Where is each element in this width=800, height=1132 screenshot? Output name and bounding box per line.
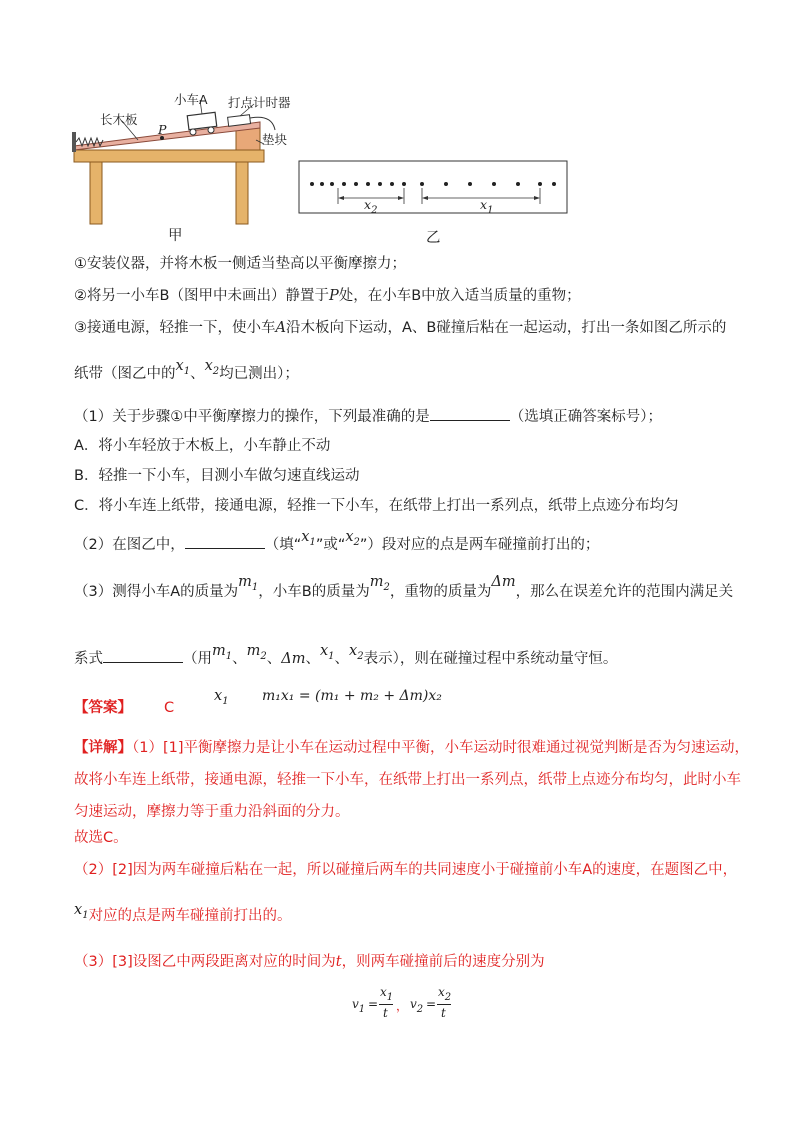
tape-label-x1: $x_1$ [480, 197, 494, 216]
question-2: （2）在图乙中， （填“$x_1$”或“$x_2$”）段对应的点是两车碰撞前打出的； [74, 529, 600, 553]
step-1: ①安装仪器，并将木板一侧适当垫高以平衡摩擦力； [74, 256, 406, 272]
eq-sign-1: = [368, 997, 379, 1011]
cart-wheel [208, 127, 214, 133]
ticker-tape-figure [298, 160, 570, 216]
step-3: ③接通电源，轻推一下，使小车A沿木板向下运动，A、B碰撞后粘在一起运动，打出一条如图乙所示的 [74, 320, 727, 336]
table-leg-right [236, 162, 248, 224]
detail-para-1d: 故选C。 [74, 830, 128, 846]
step-2: ②将另一小车B（图甲中未画出）静置于P处，在小车B中放入适当质量的重物； [74, 288, 581, 304]
label-cart-a: 小车A [174, 92, 208, 107]
wedge-block [236, 128, 260, 150]
label-point-p: P [158, 122, 167, 137]
detail-para-1b: 故将小车连上纸带，接通电源，轻推一下小车，在纸带上打出一系列点，纸带上点迹分布均匀，此时小车 [74, 772, 741, 788]
option-c: C．将小车连上纸带，接通电源，轻推一下小车，在纸带上打出一系列点，纸带上点迹分布均匀 [74, 498, 679, 514]
question-1: （1）关于步骤①中平衡摩擦力的操作，下列最准确的是 （选填正确答案标号）； [74, 406, 662, 427]
label-block: 垫块 [262, 132, 288, 147]
caption-left: 甲 [168, 228, 183, 244]
answer-label: 【答案】 [74, 700, 132, 716]
step-3-cont: 纸带（图乙中的$x_1$、$x_2$均已测出）； [74, 358, 299, 382]
detail-para-2b: $x_1$对应的点是两车碰撞前打出的。 [74, 902, 292, 924]
detail-para-1c: 匀速运动，摩擦力等于重力沿斜面的分力。 [74, 804, 350, 820]
frac-bar-1 [379, 1004, 393, 1005]
detail-label: 【详解】 [74, 740, 132, 756]
answer-1: C [164, 700, 175, 716]
detail-para-2: （2）[2]因为两车碰撞后粘在一起，所以碰撞后两车的共同速度小于碰撞前小车A的速度，在题图乙中， [74, 862, 738, 878]
detail-para-3: （3）[3]设图乙中两段距离对应的时间为t，则两车碰撞前后的速度分别为 [74, 954, 545, 970]
v1-numerator: $x_1$ [380, 985, 394, 1003]
answer-blank-3[interactable] [103, 648, 183, 663]
answer-3: m₁x₁ = (m₁ + m₂ + Δm)x₂ [262, 688, 442, 704]
v2-denominator: t [441, 1006, 446, 1020]
answer-blank-1[interactable] [430, 406, 510, 421]
caption-right: 乙 [426, 230, 441, 246]
option-b: B．轻推一下小车，目测小车做匀速直线运动 [74, 468, 360, 484]
table-leg-left [90, 162, 102, 224]
eq-sign-2: = [426, 997, 437, 1011]
answer-blank-2[interactable] [185, 534, 265, 549]
option-a: A．将小车轻放于木板上，小车静止不动 [74, 438, 331, 454]
question-3-cont: 系式 （用$m_1$、$m_2$、Δm、$x_1$、$x_2$表示），则在碰撞过程中系统动量守恒。 [74, 643, 618, 667]
frac-bar-2 [437, 1004, 451, 1005]
table-top [74, 150, 264, 162]
tape-label-x2: $x_2$ [364, 197, 378, 216]
v1-denominator: t [383, 1006, 388, 1020]
question-3: （3）测得小车A的质量为$m_1$，小车B的质量为$m_2$，重物的质量为Δm，那么在误差允许的范围内满足关 [74, 574, 734, 600]
v1-symbol: $v_1$ [352, 997, 366, 1015]
v2-numerator: $x_2$ [438, 985, 452, 1003]
detail-para-1: 【详解】（1）[1]平衡摩擦力是让小车在运动过程中平衡，小车运动时很难通过视觉判断是否为匀速运动， [74, 740, 750, 756]
answer-2: $x_1$ [214, 688, 229, 707]
label-timer: 打点计时器 [228, 95, 291, 110]
end-stop [72, 132, 76, 152]
cart-wheel [190, 129, 196, 135]
tape-frame [299, 161, 567, 213]
formula-comma: ， [396, 999, 409, 1013]
v2-symbol: $v_2$ [410, 997, 424, 1015]
label-board: 长木板 [100, 112, 138, 127]
